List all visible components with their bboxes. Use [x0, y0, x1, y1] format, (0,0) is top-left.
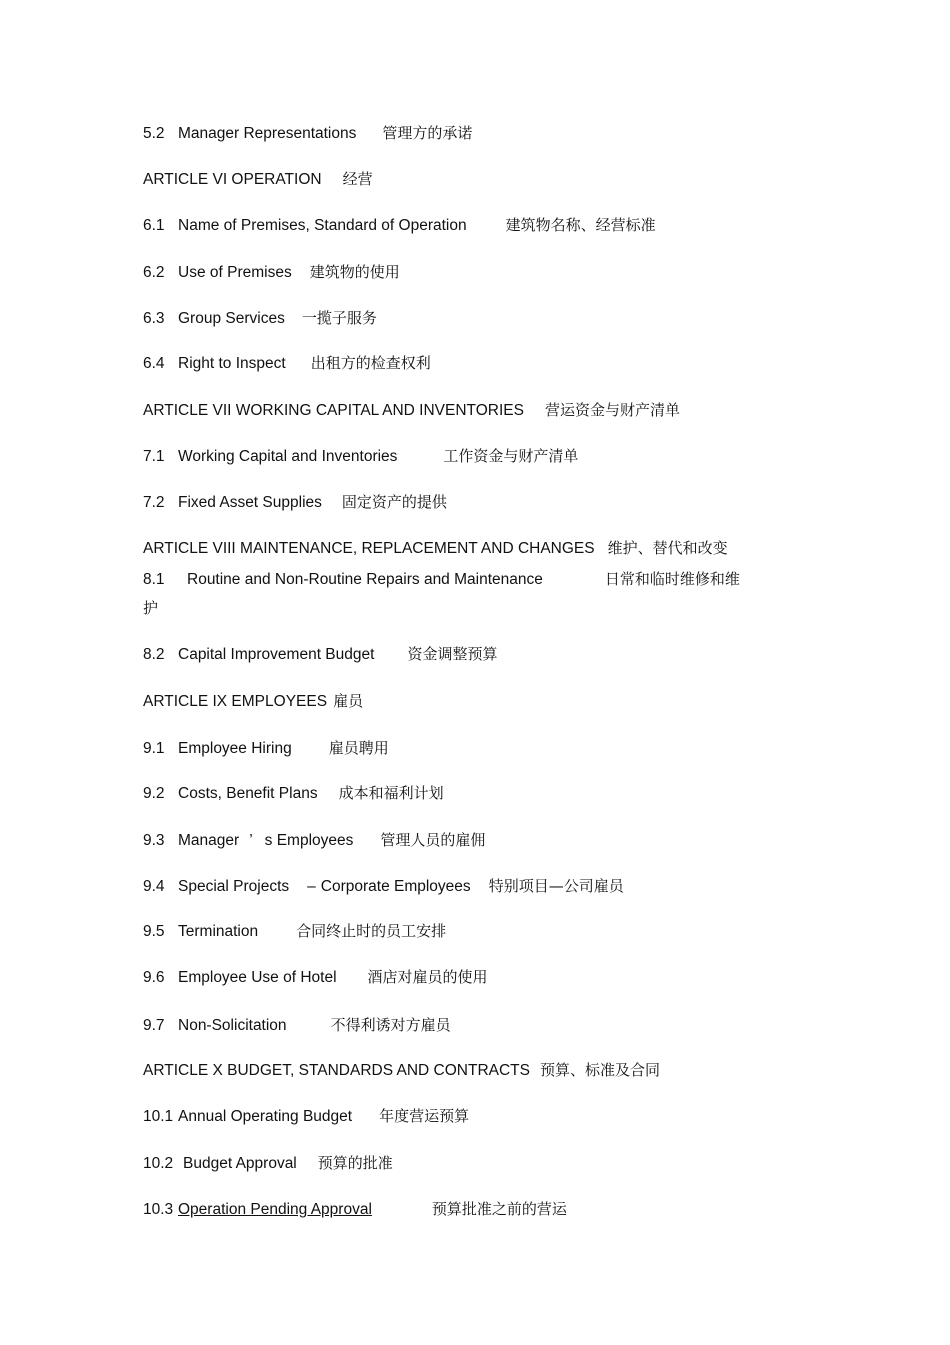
article-heading-vi	[143, 169, 373, 190]
entry-title-en: Capital Improvement Budget	[178, 646, 375, 663]
entry-title-en: Costs, Benefit Plans	[178, 785, 318, 802]
toc-entry-6-3	[143, 308, 377, 329]
entry-title-en: Employee Hiring	[178, 740, 292, 757]
entry-number: 10.2	[143, 1155, 174, 1172]
entry-title-zh: 合同终止时的员工安排	[296, 922, 447, 940]
entry-number: 7.1	[143, 448, 165, 465]
toc-entry-8-1	[143, 569, 740, 590]
article-title-zh: 维护、替代和改变	[607, 539, 728, 557]
article-title-en: ARTICLE IX EMPLOYEES	[143, 693, 328, 710]
article-title-en: ARTICLE X BUDGET, STANDARDS AND CONTRACTS	[143, 1062, 530, 1079]
toc-entry-9-6	[143, 967, 488, 988]
entry-title-en: Manager	[178, 832, 240, 849]
article-title-zh: 预算、标准及合同	[540, 1061, 661, 1079]
toc-entry-7-2	[143, 492, 447, 513]
entry-title-zh: 日常和临时维修和维	[604, 570, 740, 588]
toc-entry-9-2	[143, 783, 444, 804]
toc-entry-10-2	[143, 1153, 393, 1174]
entry-title-en: Group Services	[178, 310, 285, 327]
entry-title-en: Manager Representations	[178, 125, 357, 142]
entry-title-en: Budget Approval	[183, 1155, 297, 1172]
entry-number: 6.1	[143, 217, 165, 234]
entry-title-en: Right to Inspect	[178, 355, 286, 372]
entry-title-en-tail: s Employees	[264, 832, 354, 849]
toc-entry-10-1	[143, 1106, 469, 1127]
entry-title-zh: 雇员聘用	[328, 739, 389, 757]
toc-entry-5-2	[143, 123, 472, 144]
toc-entry-8-1-continuation	[143, 598, 158, 619]
entry-title-en: Fixed Asset Supplies	[178, 494, 322, 511]
entry-title-en: Working Capital and Inventories	[178, 448, 398, 465]
entry-number: 9.4	[143, 878, 165, 895]
toc-entry-9-7	[143, 1015, 451, 1036]
apostrophe-mark: ’	[249, 832, 253, 849]
article-title-en: ARTICLE VII WORKING CAPITAL AND INVENTORIES	[143, 402, 524, 419]
article-title-zh: 营运资金与财产清单	[544, 401, 680, 419]
entry-title-zh: 资金调整预算	[407, 645, 498, 663]
toc-entry-9-3	[143, 830, 485, 851]
entry-title-zh: 建筑物名称、经营标准	[505, 216, 656, 234]
entry-title-zh: 工作资金与财产清单	[443, 447, 579, 465]
entry-title-zh-continued: 护	[143, 599, 159, 617]
entry-number: 10.3	[143, 1201, 174, 1218]
entry-number: 9.1	[143, 740, 165, 757]
toc-entry-6-4	[143, 353, 431, 374]
entry-title-zh: 成本和福利计划	[338, 784, 444, 802]
article-heading-x	[143, 1060, 660, 1081]
article-title-zh: 经营	[342, 170, 373, 188]
entry-number: 10.1	[143, 1108, 174, 1125]
article-heading-viii	[143, 538, 728, 559]
entry-number: 9.7	[143, 1017, 165, 1034]
entry-title-en: Name of Premises, Standard of Operation	[178, 217, 467, 234]
entry-title-en: Employee Use of Hotel	[178, 969, 337, 986]
entry-number: 8.1	[143, 571, 165, 588]
entry-title-zh: 建筑物的使用	[309, 263, 400, 281]
article-title-en: ARTICLE VIII MAINTENANCE, REPLACEMENT AND CHANGES	[143, 540, 595, 557]
entry-title-en: Annual Operating Budget	[178, 1108, 353, 1125]
entry-title-zh: 出租方的检查权利	[310, 354, 431, 372]
entry-title-en-tail: Corporate Employees	[320, 878, 471, 895]
entry-title-zh: 预算批准之前的营运	[431, 1200, 567, 1218]
entry-title-zh: 特别项目—公司雇员	[488, 877, 624, 895]
entry-title-zh: 一揽子服务	[301, 309, 377, 327]
entry-number: 8.2	[143, 646, 165, 663]
toc-entry-9-1	[143, 738, 389, 759]
entry-number: 5.2	[143, 125, 165, 142]
entry-number: 6.3	[143, 310, 165, 327]
toc-entry-6-1	[143, 215, 656, 236]
toc-entry-9-5	[143, 921, 446, 942]
entry-title-en: Termination	[178, 923, 259, 940]
entry-title-zh: 预算的批准	[317, 1154, 393, 1172]
entry-number: 6.2	[143, 264, 165, 281]
entry-title-zh: 管理方的承诺	[382, 124, 473, 142]
entry-number: 9.5	[143, 923, 165, 940]
entry-title-zh: 固定资产的提供	[341, 493, 447, 511]
toc-entry-9-4	[143, 876, 624, 897]
toc-entry-7-1	[143, 446, 578, 467]
toc-entry-8-2	[143, 644, 497, 665]
entry-title-en: Non-Solicitation	[178, 1017, 287, 1034]
entry-title-zh: 不得利诱对方雇员	[330, 1016, 451, 1034]
entry-title-en: Routine and Non-Routine Repairs and Maintenance	[187, 571, 543, 588]
entry-number: 9.6	[143, 969, 165, 986]
dash-mark: –	[307, 878, 316, 895]
entry-title-en: Use of Premises	[178, 264, 292, 281]
article-title-zh: 雇员	[333, 692, 364, 710]
entry-title-zh: 酒店对雇员的使用	[367, 968, 488, 986]
article-heading-vii	[143, 400, 680, 421]
entry-number: 6.4	[143, 355, 165, 372]
entry-title-zh: 年度营运预算	[379, 1107, 470, 1125]
article-title-en: ARTICLE VI OPERATION	[143, 171, 322, 188]
entry-number: 9.2	[143, 785, 165, 802]
entry-title-en-underlined: Operation Pending Approval	[178, 1201, 372, 1218]
article-heading-ix	[143, 691, 363, 712]
entry-number: 9.3	[143, 832, 165, 849]
toc-entry-10-3	[143, 1199, 567, 1220]
entry-number: 7.2	[143, 494, 165, 511]
entry-title-zh: 管理人员的雇佣	[380, 831, 486, 849]
entry-title-en: Special Projects	[178, 878, 290, 895]
toc-entry-6-2	[143, 262, 400, 283]
